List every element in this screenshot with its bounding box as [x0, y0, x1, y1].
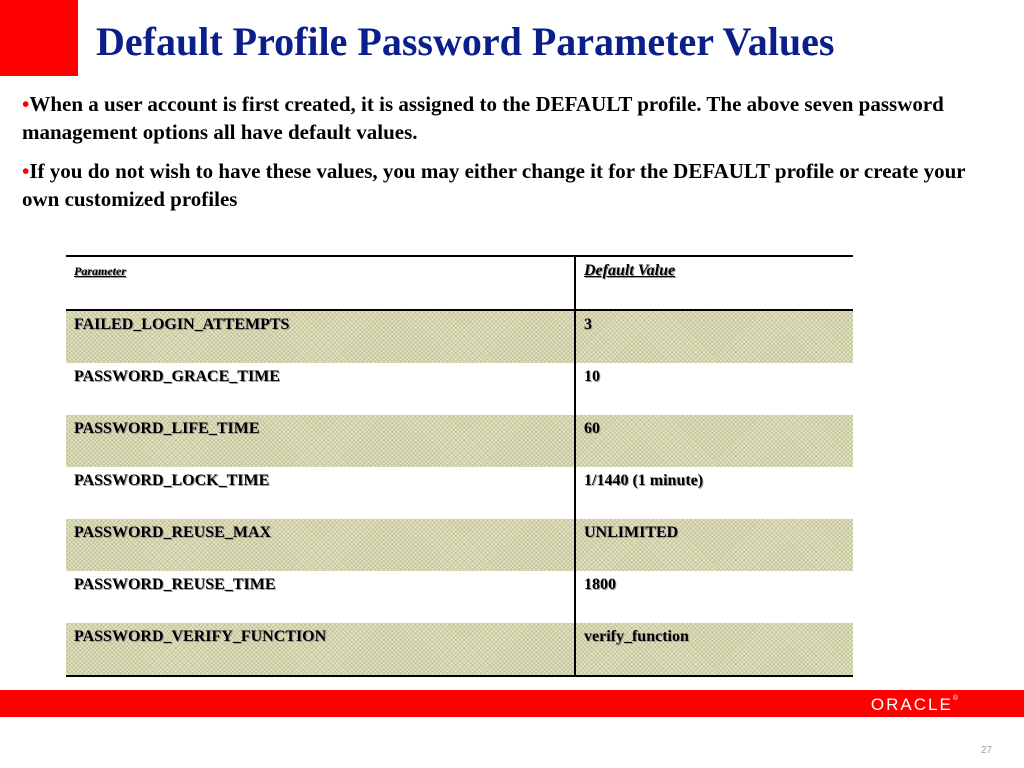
bullet-icon: •: [22, 92, 30, 116]
parameter-cell: PASSWORD_GRACE_TIME: [66, 363, 575, 415]
value-cell: 3: [575, 310, 853, 363]
parameter-table: [66, 255, 853, 677]
header-default-value: Default Value: [575, 257, 853, 310]
parameter-cell: PASSWORD_REUSE_MAX: [66, 519, 575, 571]
table-row: [66, 519, 853, 571]
table-row: [66, 623, 853, 675]
parameter-cell: PASSWORD_REUSE_TIME: [66, 571, 575, 623]
slide-title: Default Profile Password Parameter Values: [96, 19, 835, 64]
corner-accent-block: [0, 0, 78, 76]
bullet-item: [22, 157, 982, 213]
value-cell: UNLIMITED: [575, 519, 853, 571]
header-parameter: Parameter: [66, 257, 575, 310]
table-row: [66, 310, 853, 363]
parameter-cell: PASSWORD_LOCK_TIME: [66, 467, 575, 519]
value-cell: 1/1440 (1 minute): [584, 472, 704, 489]
bullet-icon: •: [22, 159, 30, 183]
parameter-cell: PASSWORD_LIFE_TIME: [66, 415, 575, 467]
page-number: 27: [980, 745, 992, 756]
bullet-text: When a user account is first created, it is assigned to the DEFAULT profile. The above seven password management options all have default values.: [22, 92, 944, 144]
table-row: [66, 415, 853, 467]
bullet-text: If you do not wish to have these values, you may either change it for the DEFAULT profile or create your own customized profiles: [22, 159, 966, 211]
parameter-cell: PASSWORD_VERIFY_FUNCTION: [66, 623, 575, 675]
table-row: [66, 363, 853, 415]
value-cell: 10: [584, 368, 600, 385]
footer-bar: [0, 690, 1024, 717]
table-row: [66, 467, 853, 519]
value-cell: 1800: [584, 576, 616, 593]
value-cell: verify_function: [575, 623, 853, 675]
table-row: [66, 571, 853, 623]
oracle-logo: ORACLE®: [870, 695, 958, 714]
bullet-list: [22, 90, 982, 224]
parameter-cell: FAILED_LOGIN_ATTEMPTS: [66, 310, 575, 363]
value-cell: 60: [575, 415, 853, 467]
table-header-row: [66, 257, 853, 310]
bullet-item: [22, 90, 982, 146]
